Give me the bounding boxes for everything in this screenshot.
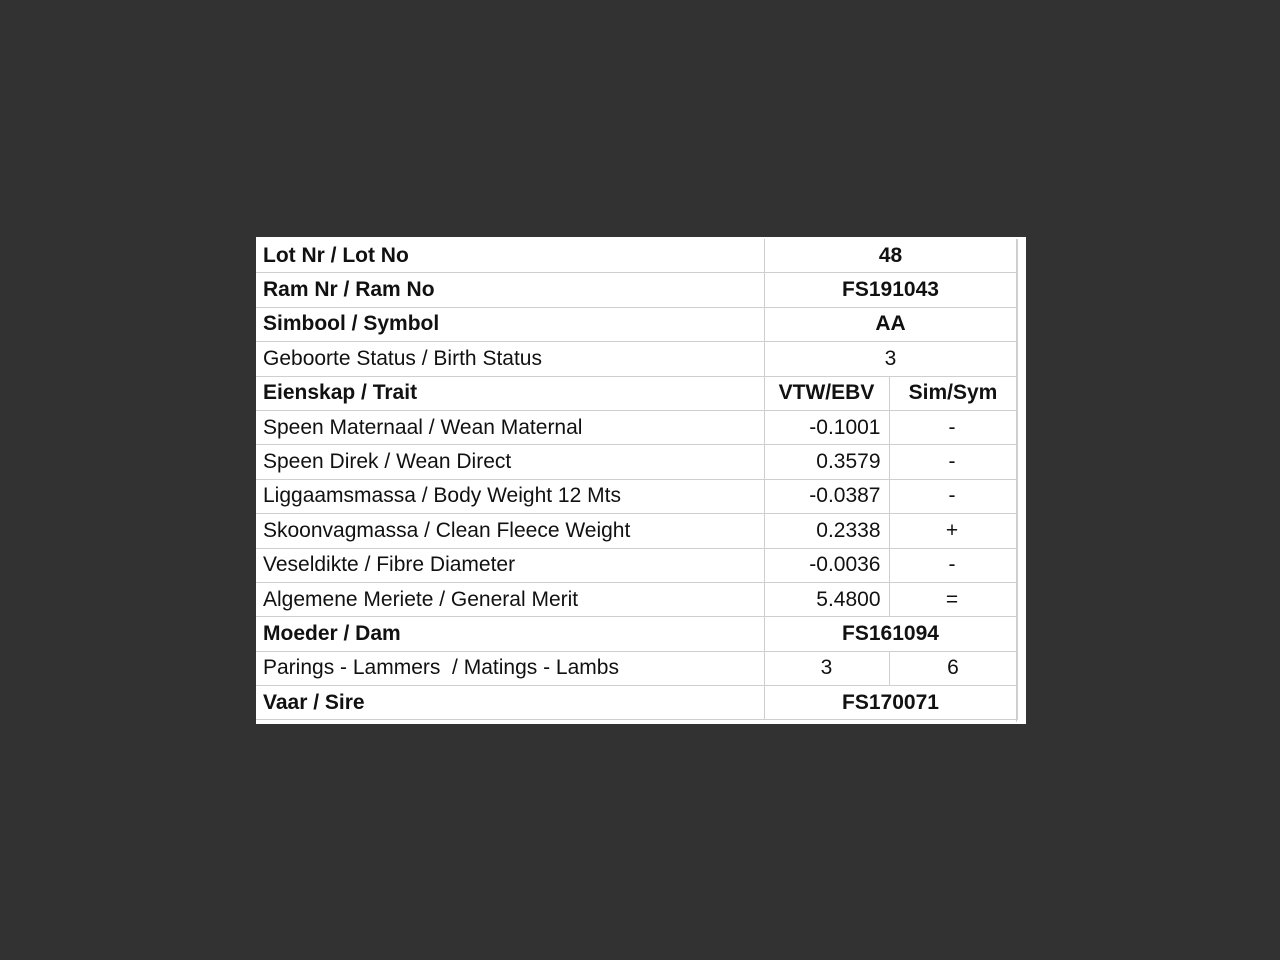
trait-ebv: 0.3579: [764, 445, 889, 479]
table-row-birth-status: [256, 342, 1017, 376]
table-row-dam: [256, 617, 1017, 651]
lot-value: 48: [764, 239, 1017, 273]
table-row-trait: [256, 445, 1017, 479]
matings-label: Parings - Lammers / Matings - Lambs: [256, 651, 764, 685]
table-row-matings: [256, 651, 1017, 685]
sym-column-header: Sim/Sym: [889, 376, 1017, 410]
symbol-label: Simbool / Symbol: [256, 307, 764, 341]
trait-label: Liggaamsmassa / Body Weight 12 Mts: [256, 479, 764, 513]
sire-value: FS170071: [764, 686, 1017, 720]
table-row-symbol: [256, 307, 1017, 341]
table-row-trait: [256, 582, 1017, 616]
symbol-value: AA: [764, 307, 1017, 341]
table-row-lot: [256, 239, 1017, 273]
trait-sym: +: [889, 514, 1017, 548]
trait-sym: =: [889, 582, 1017, 616]
trait-ebv: 5.4800: [764, 582, 889, 616]
trait-label: Speen Direk / Wean Direct: [256, 445, 764, 479]
table-row-trait: [256, 479, 1017, 513]
ram-value: FS191043: [764, 273, 1017, 307]
table-row-trait: [256, 514, 1017, 548]
dam-value: FS161094: [764, 617, 1017, 651]
trait-ebv: 0.2338: [764, 514, 889, 548]
ebv-column-header: VTW/EBV: [764, 376, 889, 410]
lambs-count: 6: [889, 651, 1017, 685]
table-row-trait: [256, 410, 1017, 444]
trait-header-label: Eienskap / Trait: [256, 376, 764, 410]
sire-label: Vaar / Sire: [256, 686, 764, 720]
trait-sym: -: [889, 479, 1017, 513]
trait-label: Speen Maternaal / Wean Maternal: [256, 410, 764, 444]
ram-label: Ram Nr / Ram No: [256, 273, 764, 307]
lot-label: Lot Nr / Lot No: [256, 239, 764, 273]
trait-label: Veseldikte / Fibre Diameter: [256, 548, 764, 582]
dam-label: Moeder / Dam: [256, 617, 764, 651]
ram-info-card: [256, 237, 1026, 724]
trait-sym: -: [889, 445, 1017, 479]
table-row-trait-header: [256, 376, 1017, 410]
trait-sym: -: [889, 548, 1017, 582]
trait-sym: -: [889, 410, 1017, 444]
birth-status-value: 3: [764, 342, 1017, 376]
trait-ebv: -0.0387: [764, 479, 889, 513]
table-row-trait: [256, 548, 1017, 582]
table-right-border: [1016, 239, 1017, 722]
trait-ebv: -0.0036: [764, 548, 889, 582]
matings-count: 3: [764, 651, 889, 685]
ram-info-table: [256, 239, 1018, 720]
trait-label: Skoonvagmassa / Clean Fleece Weight: [256, 514, 764, 548]
trait-ebv: -0.1001: [764, 410, 889, 444]
birth-status-label: Geboorte Status / Birth Status: [256, 342, 764, 376]
table-row-ram: [256, 273, 1017, 307]
trait-label: Algemene Meriete / General Merit: [256, 582, 764, 616]
table-row-sire: [256, 686, 1017, 720]
